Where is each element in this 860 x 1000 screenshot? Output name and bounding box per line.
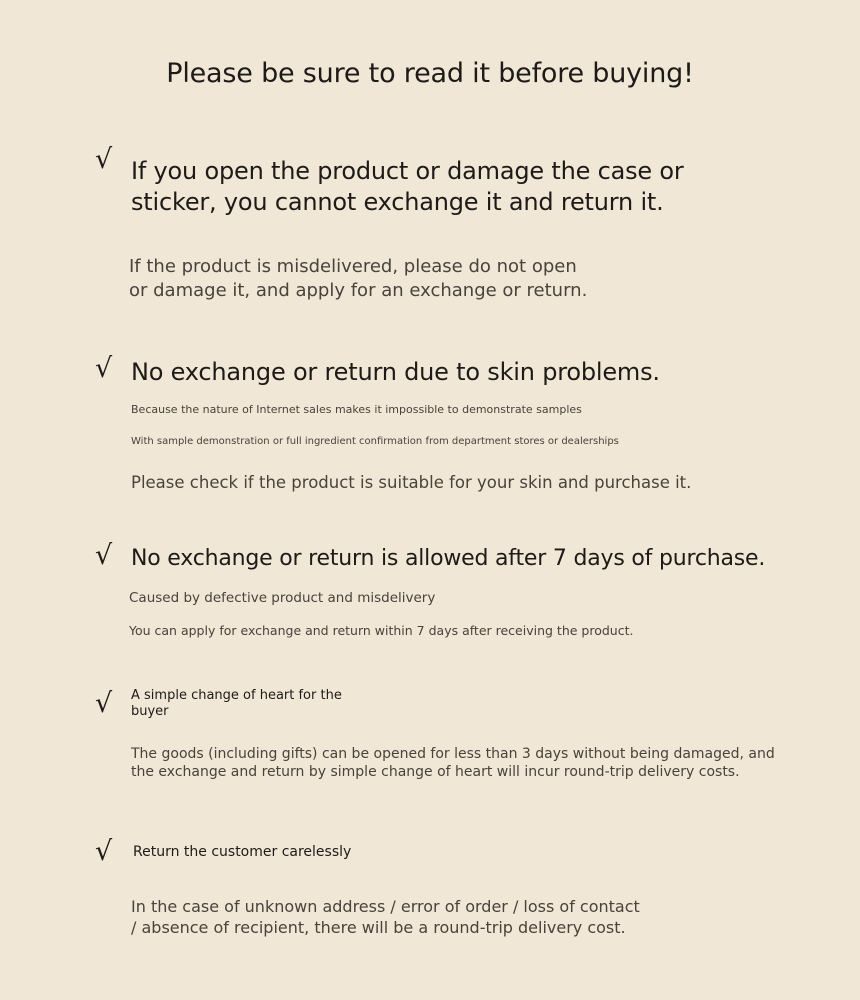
section-note bbox=[131, 403, 781, 417]
section-body-round-trip-cost bbox=[131, 896, 781, 938]
section-body-line: In the case of unknown address / error of order / loss of contact bbox=[131, 897, 640, 916]
section-note-line: With sample demonstration or full ingredient confirmation from department stores or dealerships bbox=[131, 436, 619, 447]
section-heading bbox=[131, 357, 781, 388]
checkmark-icon: √ bbox=[95, 540, 113, 571]
section-note-line: Because the nature of Internet sales makes it impossible to demonstrate samples bbox=[131, 403, 582, 416]
section-body-misdelivery bbox=[129, 255, 779, 303]
section-body-line: You can apply for exchange and return within 7 days after receiving the product. bbox=[129, 623, 634, 638]
section-heading-line: sticker, you cannot exchange it and return it. bbox=[131, 188, 664, 216]
section-heading bbox=[133, 844, 783, 860]
section-heading bbox=[131, 156, 781, 218]
section-body-seven-days bbox=[129, 622, 779, 639]
section-body-defective bbox=[129, 590, 779, 607]
section-body-line: Please check if the product is suitable for your skin and purchase it. bbox=[131, 473, 692, 492]
section-heading-line: If you open the product or damage the case or bbox=[131, 157, 684, 185]
section-body-line: Caused by defective product and misdelivery bbox=[129, 590, 436, 606]
checkmark-icon: √ bbox=[95, 688, 113, 719]
section-body-line: the exchange and return by simple change of heart will incur round-trip delivery costs. bbox=[131, 764, 740, 780]
section-heading-line: A simple change of heart for the bbox=[131, 688, 342, 703]
section-body-line: The goods (including gifts) can be opened for less than 3 days without being damaged, and bbox=[131, 746, 775, 762]
section-body-skin-check bbox=[131, 473, 781, 492]
section-heading-line: buyer bbox=[131, 704, 169, 719]
page-title: Please be sure to read it before buying! bbox=[166, 58, 694, 89]
policy-section-seven-days bbox=[131, 543, 781, 574]
section-body-line: / absence of recipient, there will be a round-trip delivery cost. bbox=[131, 918, 626, 937]
section-heading bbox=[131, 688, 781, 720]
section-body-line: or damage it, and apply for an exchange or return. bbox=[129, 280, 588, 301]
section-note bbox=[131, 435, 781, 449]
policy-section-skin-problems bbox=[131, 357, 781, 388]
policy-section-change-of-heart bbox=[131, 688, 781, 720]
section-heading-line: No exchange or return due to skin problems. bbox=[131, 358, 660, 386]
checkmark-icon: √ bbox=[95, 144, 113, 175]
section-heading bbox=[131, 543, 781, 574]
section-body-change-of-heart bbox=[131, 745, 831, 781]
policy-section-open-product bbox=[131, 156, 781, 218]
checkmark-icon: √ bbox=[95, 353, 113, 384]
policy-section-careless-return bbox=[133, 844, 783, 860]
section-body-line: If the product is misdelivered, please do not open bbox=[129, 256, 577, 277]
section-heading-line: Return the customer carelessly bbox=[133, 844, 352, 860]
section-heading-line: No exchange or return is allowed after 7 days of purchase. bbox=[131, 546, 766, 571]
checkmark-icon: √ bbox=[95, 836, 113, 867]
